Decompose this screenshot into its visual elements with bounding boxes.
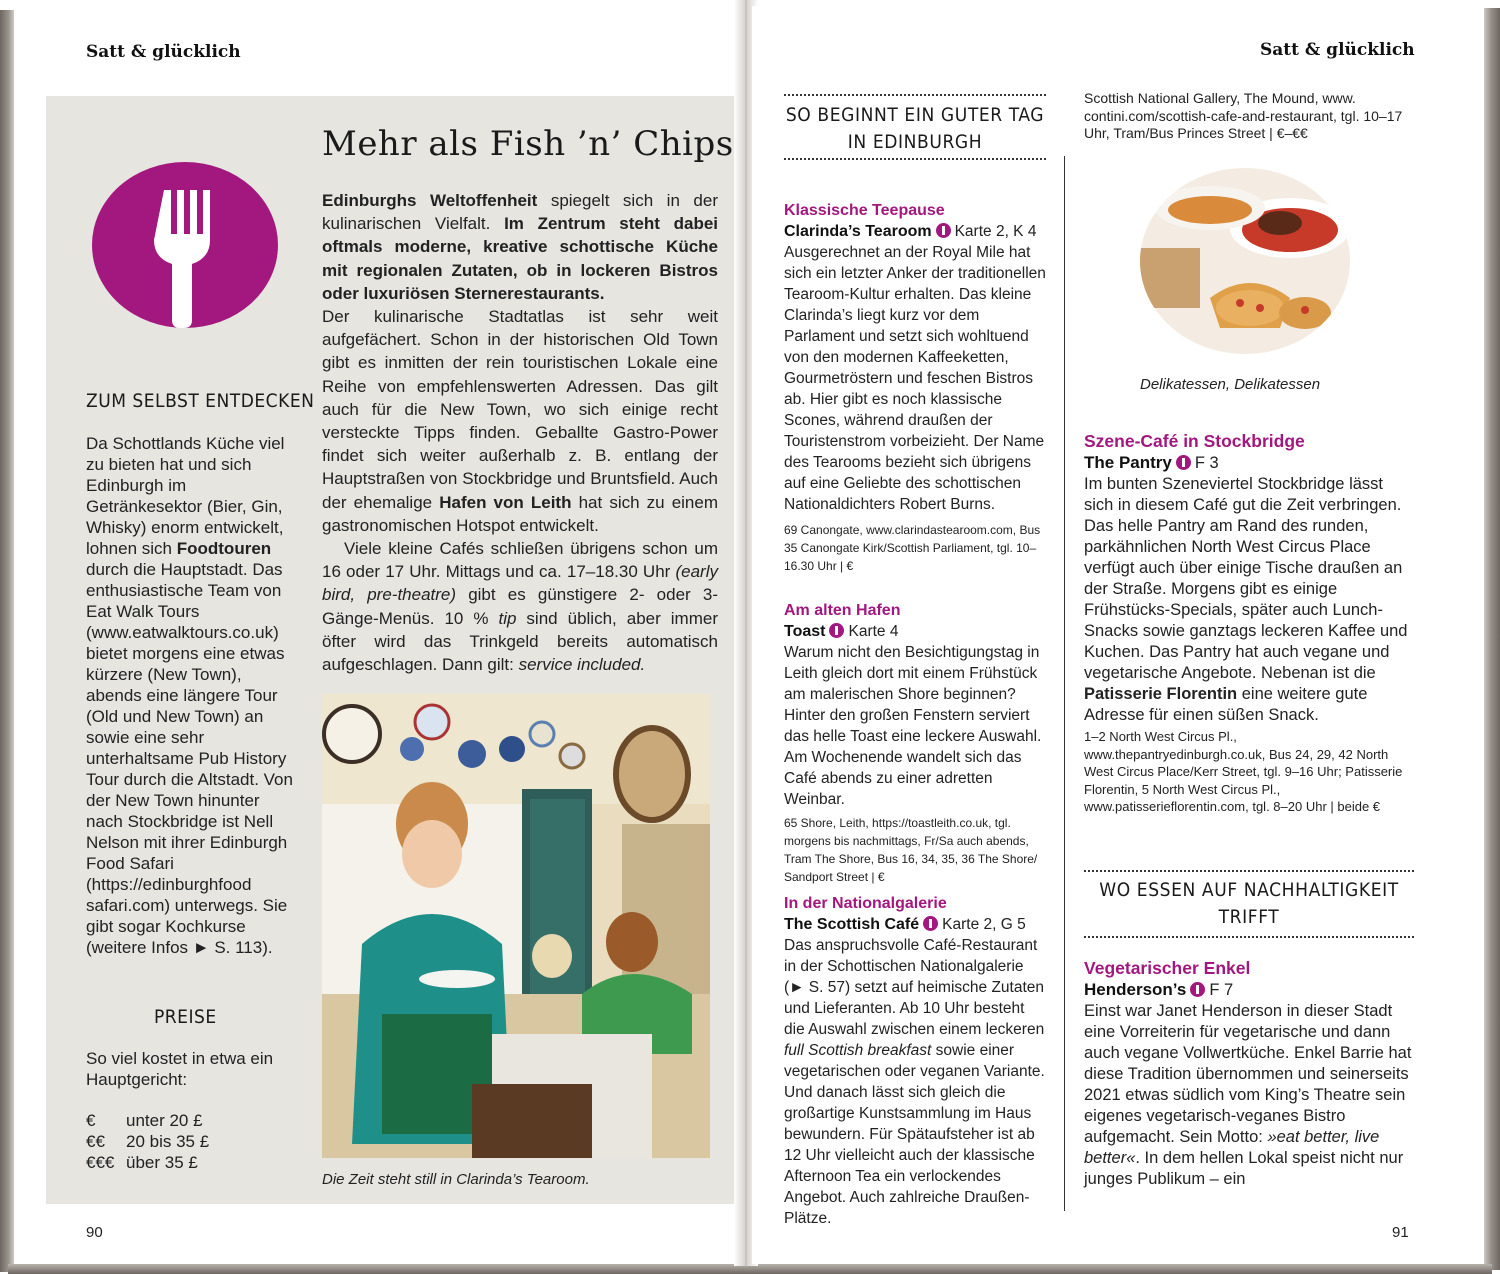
entry-text (1084, 474, 1414, 726)
map-pin-icon (923, 916, 938, 931)
entry-category: Am alten Hafen (784, 602, 901, 619)
box2-heading-line: WO ESSEN AUF NACHHALTIGKEIT (1099, 879, 1399, 901)
entry-text-part: Einst war Janet Henderson in dieser Stadt eine Vorreiterin für vegetarische und dann auch vegane Vollwertküche. Enkel Barrie hat diese Tradition übernommen und seinerseits 2021 etwas südlich vom King’s Theatre sein eigenes vegetarisch-veganes Bistro aufgemacht. Sein Motto: (1084, 1002, 1412, 1146)
price-row (86, 1152, 300, 1173)
entry-text (784, 935, 1046, 1229)
entry-address: 1–2 North West Circus Pl., www.thepantryedinburgh.co.uk, Bus 24, 29, 42 North West Circus Place/Kerr Street, tgl. 9–16 Uhr; Patisserie Florentin, 5 North West Circus Pl., www.patisserieflorentin.com, tgl. 8–20 Uhr | beide € (1084, 729, 1403, 814)
box2-heading (1084, 877, 1414, 931)
entry-text: Warum nicht den Besichtigungstag in Leith gleich dort mit einem Frühstück am malerischen Shore beginnen? Hinter den großen Fenstern serviert das helle Toast eine leckere Auswahl. Am Wochenende wandelt sich das Café abends zu einer adretten Weinbar. (784, 644, 1042, 808)
box-rule-top (1084, 870, 1414, 872)
entry-category: Vegetarischer Enkel (1084, 958, 1251, 978)
entry-text-italic: »eat better, live better« (1084, 1128, 1380, 1167)
lead-bold: Im Zentrum (504, 214, 606, 234)
lead-text: spiegelt sich in der kulinarischen Vielfalt. (322, 191, 718, 234)
lead-bold: Edinburghs Weltoffenheit (322, 191, 538, 210)
sidebar-bold: Foodtouren (176, 539, 272, 558)
entry-text-bold: Patisserie Florentin (1084, 685, 1238, 703)
price-row (86, 1131, 300, 1152)
article-title: Mehr als Fish ’n’ Chips (322, 124, 734, 164)
lead-bold: steht dabei oftmals moderne, kreative schottische Küche mit regionalen Zutaten, ob in lockeren Bistros oder luxuriösen Sternerestaurants. (322, 214, 719, 303)
column-rule (1064, 156, 1065, 1211)
entry-category: Klassische Teepause (784, 202, 945, 219)
price-symbol: € (86, 1111, 96, 1130)
article-lead (322, 189, 718, 305)
entry-text-part: . In dem hellen Lokal speist nicht nur junges Publikum – ein (1084, 1149, 1404, 1188)
running-head-left: Satt & glücklich (86, 42, 241, 62)
price-list (86, 1110, 300, 1173)
box1-heading-line: SO BEGINNT EIN GUTER TAG (785, 104, 1045, 126)
entry-text-part: Das anspruchsvolle Café-Restaurant in der Schottischen Nationalgalerie (► S. 57) setzt auf heimische Zutaten und Lieferanten. Ab 10 Uhr besteht die Auswahl zwischen einem leckeren (784, 937, 1045, 1038)
entry-address: 69 Canongate, www.clarindastearoom.com, Bus 35 Canongate Kirk/Scottish Parliament, tgl. 10–16.30 Uhr | € (784, 523, 1041, 573)
entry-toast (784, 600, 1046, 886)
map-pin-icon (936, 223, 951, 238)
box-rule-bottom (1084, 936, 1414, 938)
running-head-right: Satt & glücklich (1260, 40, 1415, 60)
article-paragraph-2 (322, 537, 718, 676)
box1-heading-line: IN EDINBURGH (847, 131, 983, 153)
para-text: gibt es günstigere 2- oder 3-Gänge-Menüs. 10 % (322, 585, 718, 628)
fork-icon (92, 162, 278, 328)
left-page (14, 8, 748, 1264)
entry-name: Henderson’s (1084, 980, 1187, 999)
entry-pantry (1084, 431, 1414, 816)
page-edges-right (1484, 8, 1500, 1270)
prices-title: PREISE (154, 1006, 217, 1028)
box-rule-top (784, 94, 1046, 96)
entry-text-italic: full Scottish breakfast (784, 1042, 932, 1059)
para-italic: service included. (518, 655, 646, 675)
map-pin-icon (1176, 455, 1191, 470)
tearoom-photo (322, 694, 710, 1158)
article-body (322, 189, 718, 676)
price-symbol: €€€ (86, 1153, 115, 1172)
entry-map-ref: Karte 2, K 4 (954, 223, 1037, 240)
para-bold: Hafen von Leith (439, 492, 572, 512)
right-page (752, 6, 1484, 1264)
article-paragraph-1 (322, 305, 718, 537)
food-caption: Delikatessen, Delikatessen (1140, 376, 1321, 393)
scottish-cafe-address (1084, 90, 1414, 143)
entry-map-ref: Karte 4 (848, 623, 899, 640)
prices-intro: So viel kostet in etwa ein Hauptgericht: (86, 1049, 274, 1089)
entry-text-part: sowie einer vegetarischen oder veganen Variante. Und danach lässt sich gleich die großartige Kunstsammlung im Haus bewundern. Für Spätaufsteher ist ab 12 Uhr vielleicht auch der klassische Afternoon Tea ein verlockendes Angebot. Auch zahlreiche Draußen-Plätze. (784, 1042, 1045, 1227)
entry-category: Szene-Café in Stockbridge (1084, 431, 1305, 451)
para-text: Der kulinarische Stadtatlas ist sehr weit aufgefächert. Schon in der historischen Old Town gibt es inmitten der rein touristischen Lokale eine Reihe von empfehlenswerten Adressen. Das gilt auch für die New Town, wo sich einige recht versteckte Tipps finden. Geballte Gastro-Power findet sich weiter außerhalb z. B. entlang der Hauptstraßen von Stockbridge und Bruntsfield. Auch der ehemalige (322, 307, 718, 512)
map-pin-icon (1190, 982, 1205, 997)
para-text: sind üblich, aber immer öfter wird das Trinkgeld bereits automatisch aufgeschlagen. Dann gilt: (322, 608, 718, 675)
entry-name: Toast (784, 623, 826, 640)
entry-name: The Pantry (1084, 453, 1172, 472)
price-range: unter 20 £ (126, 1111, 203, 1130)
map-pin-icon (829, 623, 844, 638)
box2-heading-line: TRIFFT (1218, 906, 1280, 928)
entry-text-part: Im bunten Szeneviertel Stockbridge lässt sich in diesem Café gut die Zeit verbringen. Das helle Pantry am Rand des runden, parkähnlichen North West Circus Place verfügt auch über einige Tische draußen an der Straße. Morgens gibt es einige Frühstücks-Specials, später auch Lunch-Snacks sowie ganztags leckeren Kaffee und Kuchen. Das Pantry hat auch vegane und vegetarische Angebote. Nebenan ist die (1084, 475, 1408, 682)
price-range: über 35 £ (126, 1153, 198, 1172)
sidebar-text (86, 433, 300, 958)
food-photo (1140, 168, 1350, 354)
entry-text: Ausgerechnet an der Royal Mile hat sich ein letzter Anker der traditionellen Tearoom-Kultur erhalten. Das kleine Clarinda’s liegt kurz vor dem Parlament und setzt sich wohltuend von den modernen Kaffeeketten, Gourmetröstern und feschen Bistros ab. Hier gibt es noch klassische Scones, während draußen der Touristenstrom vorbeizieht. Der Name des Tearooms bezieht sich übrigens auf eine Geliebte des schottischen Nationaldichters Robert Burns. (784, 244, 1046, 513)
entry-text (1084, 1001, 1414, 1190)
box1-heading (784, 102, 1046, 156)
page-number-left: 90 (86, 1224, 103, 1241)
page-number-right: 91 (1392, 1224, 1409, 1241)
price-range: 20 bis 35 £ (126, 1132, 210, 1151)
price-symbol: €€ (86, 1132, 105, 1151)
entry-map-ref: F 3 (1194, 454, 1219, 472)
entry-name: The Scottish Café (784, 916, 920, 933)
entry-address: Scottish National Gallery, The Mound, www. contini.com/scottish-cafe-and-restaurant, tgl. 10–17 Uhr, Tram/Bus Princes Street | €–€€ (1084, 90, 1403, 141)
page-edges-left (0, 10, 14, 1272)
entry-hendersons (1084, 958, 1414, 1190)
sidebar-text-part: durch die Hauptstadt. Das enthusiastische Team von Eat Walk Tours (www.eatwalktours.co.uk) bietet morgens eine etwas kürzere (New Town), abends eine längere Tour (Old und New Town) an sowie eine sehr unterhaltsame Pub History Tour durch die Altstadt. Von der New Town hinunter nach Stockbridge ist Nell Nelson mit ihrer Edinburgh Food Safari (https://edinburghfood safari.com) unterwegs. Sie gibt sogar Kochkurse (weitere Infos ► S. 113). (86, 560, 293, 957)
entry-map-ref: F 7 (1209, 981, 1234, 999)
entry-clarindas (784, 200, 1046, 575)
photo-caption: Die Zeit steht still in Clarinda’s Tearoom. (322, 1171, 590, 1188)
sidebar-title: ZUM SELBST ENTDECKEN (86, 390, 315, 412)
entry-scottish-cafe (784, 893, 1046, 1229)
para-text: hat sich zu einem gastronomischen Hotspot entwickelt. (322, 492, 718, 535)
sidebar-text-part: Da Schottlands Küche viel zu bieten hat und sich Edinburgh im Getränkesektor (Bier, Gin, Whisky) enorm entwickelt, lohnen sich (86, 434, 285, 558)
entry-category: In der Nationalgalerie (784, 895, 947, 912)
entry-address: 65 Shore, Leith, https://toastleith.co.uk, tgl. morgens bis nachmittags, Fr/Sa auch abends, Tram The Shore, Bus 16, 34, 35, 36 The Shore/ Sandport Street | € (784, 816, 1038, 884)
para-italic: tip (498, 608, 517, 628)
para-text: Viele kleine Cafés schließen übrigens schon um 16 oder 17 Uhr. Mittags und ca. 17–18.30 Uhr (322, 539, 718, 582)
entry-map-ref: Karte 2, G 5 (942, 916, 1026, 933)
price-row (86, 1110, 300, 1131)
entry-text-part: eine weitere gute Adresse für einen süßen Snack. (1084, 685, 1368, 724)
para-italic: (early bird, pre-theatre) (322, 562, 718, 605)
entry-name: Clarinda’s Tearoom (784, 223, 932, 240)
box-rule-bottom (784, 158, 1046, 160)
